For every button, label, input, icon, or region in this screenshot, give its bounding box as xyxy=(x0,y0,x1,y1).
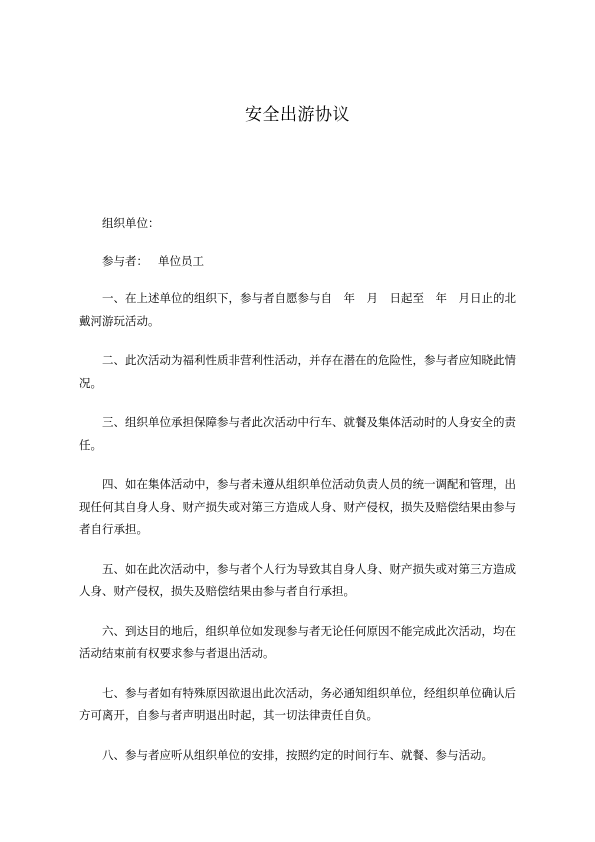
document-title: 安全出游协议 xyxy=(245,105,350,125)
clause-5: 五、如在此次活动中，参与者个人行为导致其自身人身、财产损失或对第三方造成人身、财产侵权，损失及赔偿结果由参与者自行承担。 xyxy=(79,561,516,598)
clause-3: 三、组织单位承担保障参与者此次活动中行车、就餐及集体活动时的人身安全的责任。 xyxy=(79,415,516,452)
clause-8: 八、参与者应听从组织单位的安排，按照约定的时间行车、就餐、参与活动。 xyxy=(102,747,493,762)
participant-line xyxy=(79,250,516,273)
participant-label: 参与者： xyxy=(102,253,148,268)
clause-6: 六、到达目的地后，组织单位如发现参与者无论任何原因不能完成此次活动，均在活动结束前有权要求参与者退出活动。 xyxy=(79,623,516,660)
clause-1: 一、在上述单位的组织下，参与者自愿参与自 年 月 日起至 年 月日止的北戴河游玩活动。 xyxy=(79,291,516,328)
organizer-line: 组织单位： xyxy=(102,216,160,230)
document-body xyxy=(79,212,516,783)
clause-7: 七、参与者如有特殊原因欲退出此次活动，务必通知组织单位，经组织单位确认后方可离开，自参与者声明退出时起，其一切法律责任自负。 xyxy=(79,685,516,722)
clause-2: 二、此次活动为福利性质非营利性活动，并存在潜在的危险性，参与者应知晓此情况。 xyxy=(79,353,516,390)
clause-4: 四、如在集体活动中，参与者未遵从组织单位活动负责人员的统一调配和管理，出现任何其自身人身、财产损失或对第三方造成人身、财产侵权，损失及赔偿结果由参与者自行承担。 xyxy=(79,477,516,536)
participant-value: 单位员工 xyxy=(158,253,204,268)
